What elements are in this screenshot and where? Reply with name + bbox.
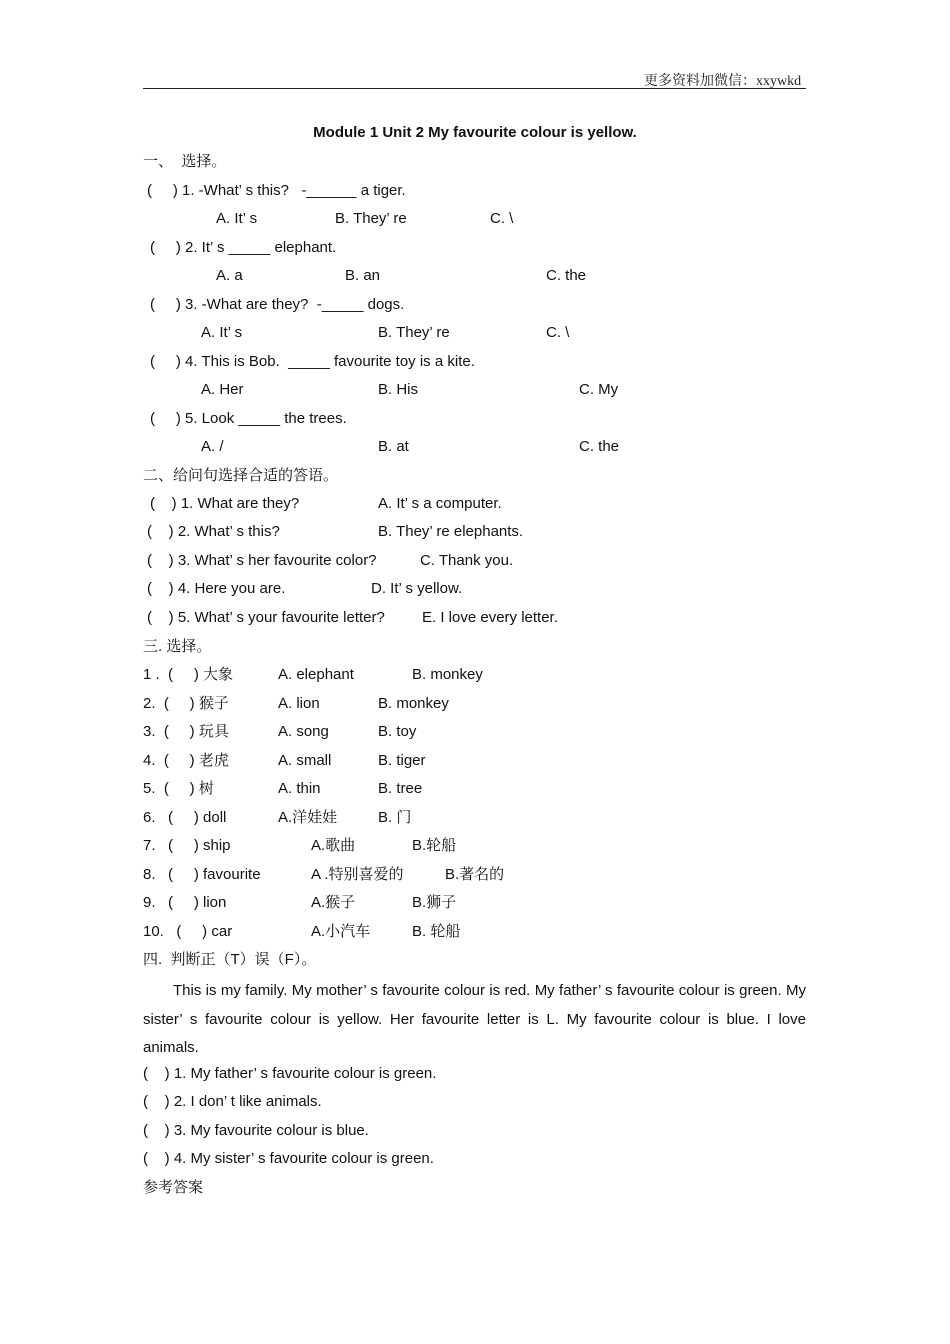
match-answer-e: E. I love every letter. [422, 609, 558, 626]
match-question-5: ( ) 5. What’ s your favourite letter? [147, 609, 385, 626]
match-answer-d: D. It’ s yellow. [371, 580, 463, 597]
vocab-item-6: 6. ( ) doll [143, 809, 227, 826]
vocab-item-7-option-b: B.轮船 [412, 837, 457, 854]
question-2-option-a: A. a [216, 267, 243, 284]
vocab-item-9-option-a: A.猴子 [311, 894, 356, 911]
question-1-option-a: A. It’ s [216, 210, 258, 227]
question-3-option-b: B. They’ re [378, 324, 450, 341]
section1-heading: 一、 选择。 [143, 153, 227, 170]
question-4-option-c: C. My [579, 381, 619, 398]
true-false-item-1: ( ) 1. My father’ s favourite colour is green. [143, 1065, 437, 1082]
match-answer-c: C. Thank you. [420, 552, 514, 569]
question-2-option-b: B. an [345, 267, 381, 284]
section4-heading: 四. 判断正（T）误（F）。 [143, 951, 317, 968]
vocab-item-7: 7. ( ) ship [143, 837, 231, 854]
vocab-item-9-option-b: B.狮子 [412, 894, 457, 911]
vocab-item-4: 4. ( ) 老虎 [143, 752, 229, 769]
vocab-item-1-option-a: A. elephant [278, 666, 354, 683]
vocab-item-3-option-b: B. toy [378, 723, 417, 740]
vocab-item-8: 8. ( ) favourite [143, 866, 261, 883]
vocab-item-5-option-b: B. tree [378, 780, 423, 797]
match-question-4: ( ) 4. Here you are. [147, 580, 286, 597]
vocab-item-3: 3. ( ) 玩具 [143, 723, 229, 740]
question-3-option-c: C. \ [546, 324, 570, 341]
question-4-option-a: A. Her [201, 381, 244, 398]
question-5-option-a: A. / [201, 438, 224, 455]
page-header: 更多资料加微信：xxywkd [644, 74, 802, 89]
vocab-item-6-option-a: A.洋娃娃 [278, 809, 338, 826]
reading-passage: This is my family. My mother’ s favourite colour is red. My father’ s favourite colour is green. My sister’ s favourite colour is yellow. Her favourite letter is L. My favourite colour is blue. I love animals. [143, 982, 806, 1057]
question-5-option-b: B. at [378, 438, 409, 455]
question-1-stem: ( ) 1. -What’ s this? -______ a tiger. [147, 182, 406, 199]
vocab-item-5-option-a: A. thin [278, 780, 321, 797]
document-title: Module 1 Unit 2 My favourite colour is yellow. [313, 124, 637, 141]
question-1-option-c: C. \ [490, 210, 514, 227]
true-false-item-2: ( ) 2. I don’ t like animals. [143, 1093, 322, 1110]
match-question-1: ( ) 1. What are they? [150, 495, 300, 512]
true-false-item-3: ( ) 3. My favourite colour is blue. [143, 1122, 369, 1139]
true-false-item-4: ( ) 4. My sister’ s favourite colour is green. [143, 1150, 434, 1167]
question-5-stem: ( ) 5. Look _____ the trees. [150, 410, 347, 427]
match-question-2: ( ) 2. What’ s this? [147, 523, 280, 540]
question-3-option-a: A. It’ s [201, 324, 243, 341]
vocab-item-2-option-a: A. lion [278, 695, 320, 712]
vocab-item-4-option-b: B. tiger [378, 752, 426, 769]
question-3-stem: ( ) 3. -What are they? -_____ dogs. [150, 296, 405, 313]
vocab-item-10-option-b: B. 轮船 [412, 923, 461, 940]
match-answer-a: A. It’ s a computer. [378, 495, 502, 512]
question-4-stem: ( ) 4. This is Bob. _____ favourite toy is a kite. [150, 353, 475, 370]
section3-heading: 三. 选择。 [143, 638, 212, 655]
vocab-item-2: 2. ( ) 猴子 [143, 695, 229, 712]
match-answer-b: B. They’ re elephants. [378, 523, 524, 540]
question-2-stem: ( ) 2. It’ s _____ elephant. [150, 239, 337, 256]
vocab-item-10: 10. ( ) car [143, 923, 233, 940]
vocab-item-1: 1 . ( ) 大象 [143, 666, 234, 683]
vocab-item-6-option-b: B. 门 [378, 809, 412, 826]
section2-heading: 二、给问句选择合适的答语。 [143, 467, 339, 484]
vocab-item-8-option-a: A .特别喜爱的 [311, 866, 404, 883]
question-5-option-c: C. the [579, 438, 620, 455]
header-rule [143, 88, 806, 89]
vocab-item-8-option-b: B.著名的 [445, 866, 505, 883]
match-question-3: ( ) 3. What’ s her favourite color? [147, 552, 377, 569]
vocab-item-2-option-b: B. monkey [378, 695, 449, 712]
question-2-option-c: C. the [546, 267, 587, 284]
vocab-item-10-option-a: A.小汽车 [311, 923, 371, 940]
vocab-item-7-option-a: A.歌曲 [311, 837, 356, 854]
question-4-option-b: B. His [378, 381, 419, 398]
question-1-option-b: B. They’ re [335, 210, 407, 227]
vocab-item-3-option-a: A. song [278, 723, 329, 740]
answer-key-heading: 参考答案 [143, 1179, 204, 1196]
vocab-item-5: 5. ( ) 树 [143, 780, 214, 797]
vocab-item-1-option-b: B. monkey [412, 666, 483, 683]
vocab-item-4-option-a: A. small [278, 752, 332, 769]
vocab-item-9: 9. ( ) lion [143, 894, 227, 911]
